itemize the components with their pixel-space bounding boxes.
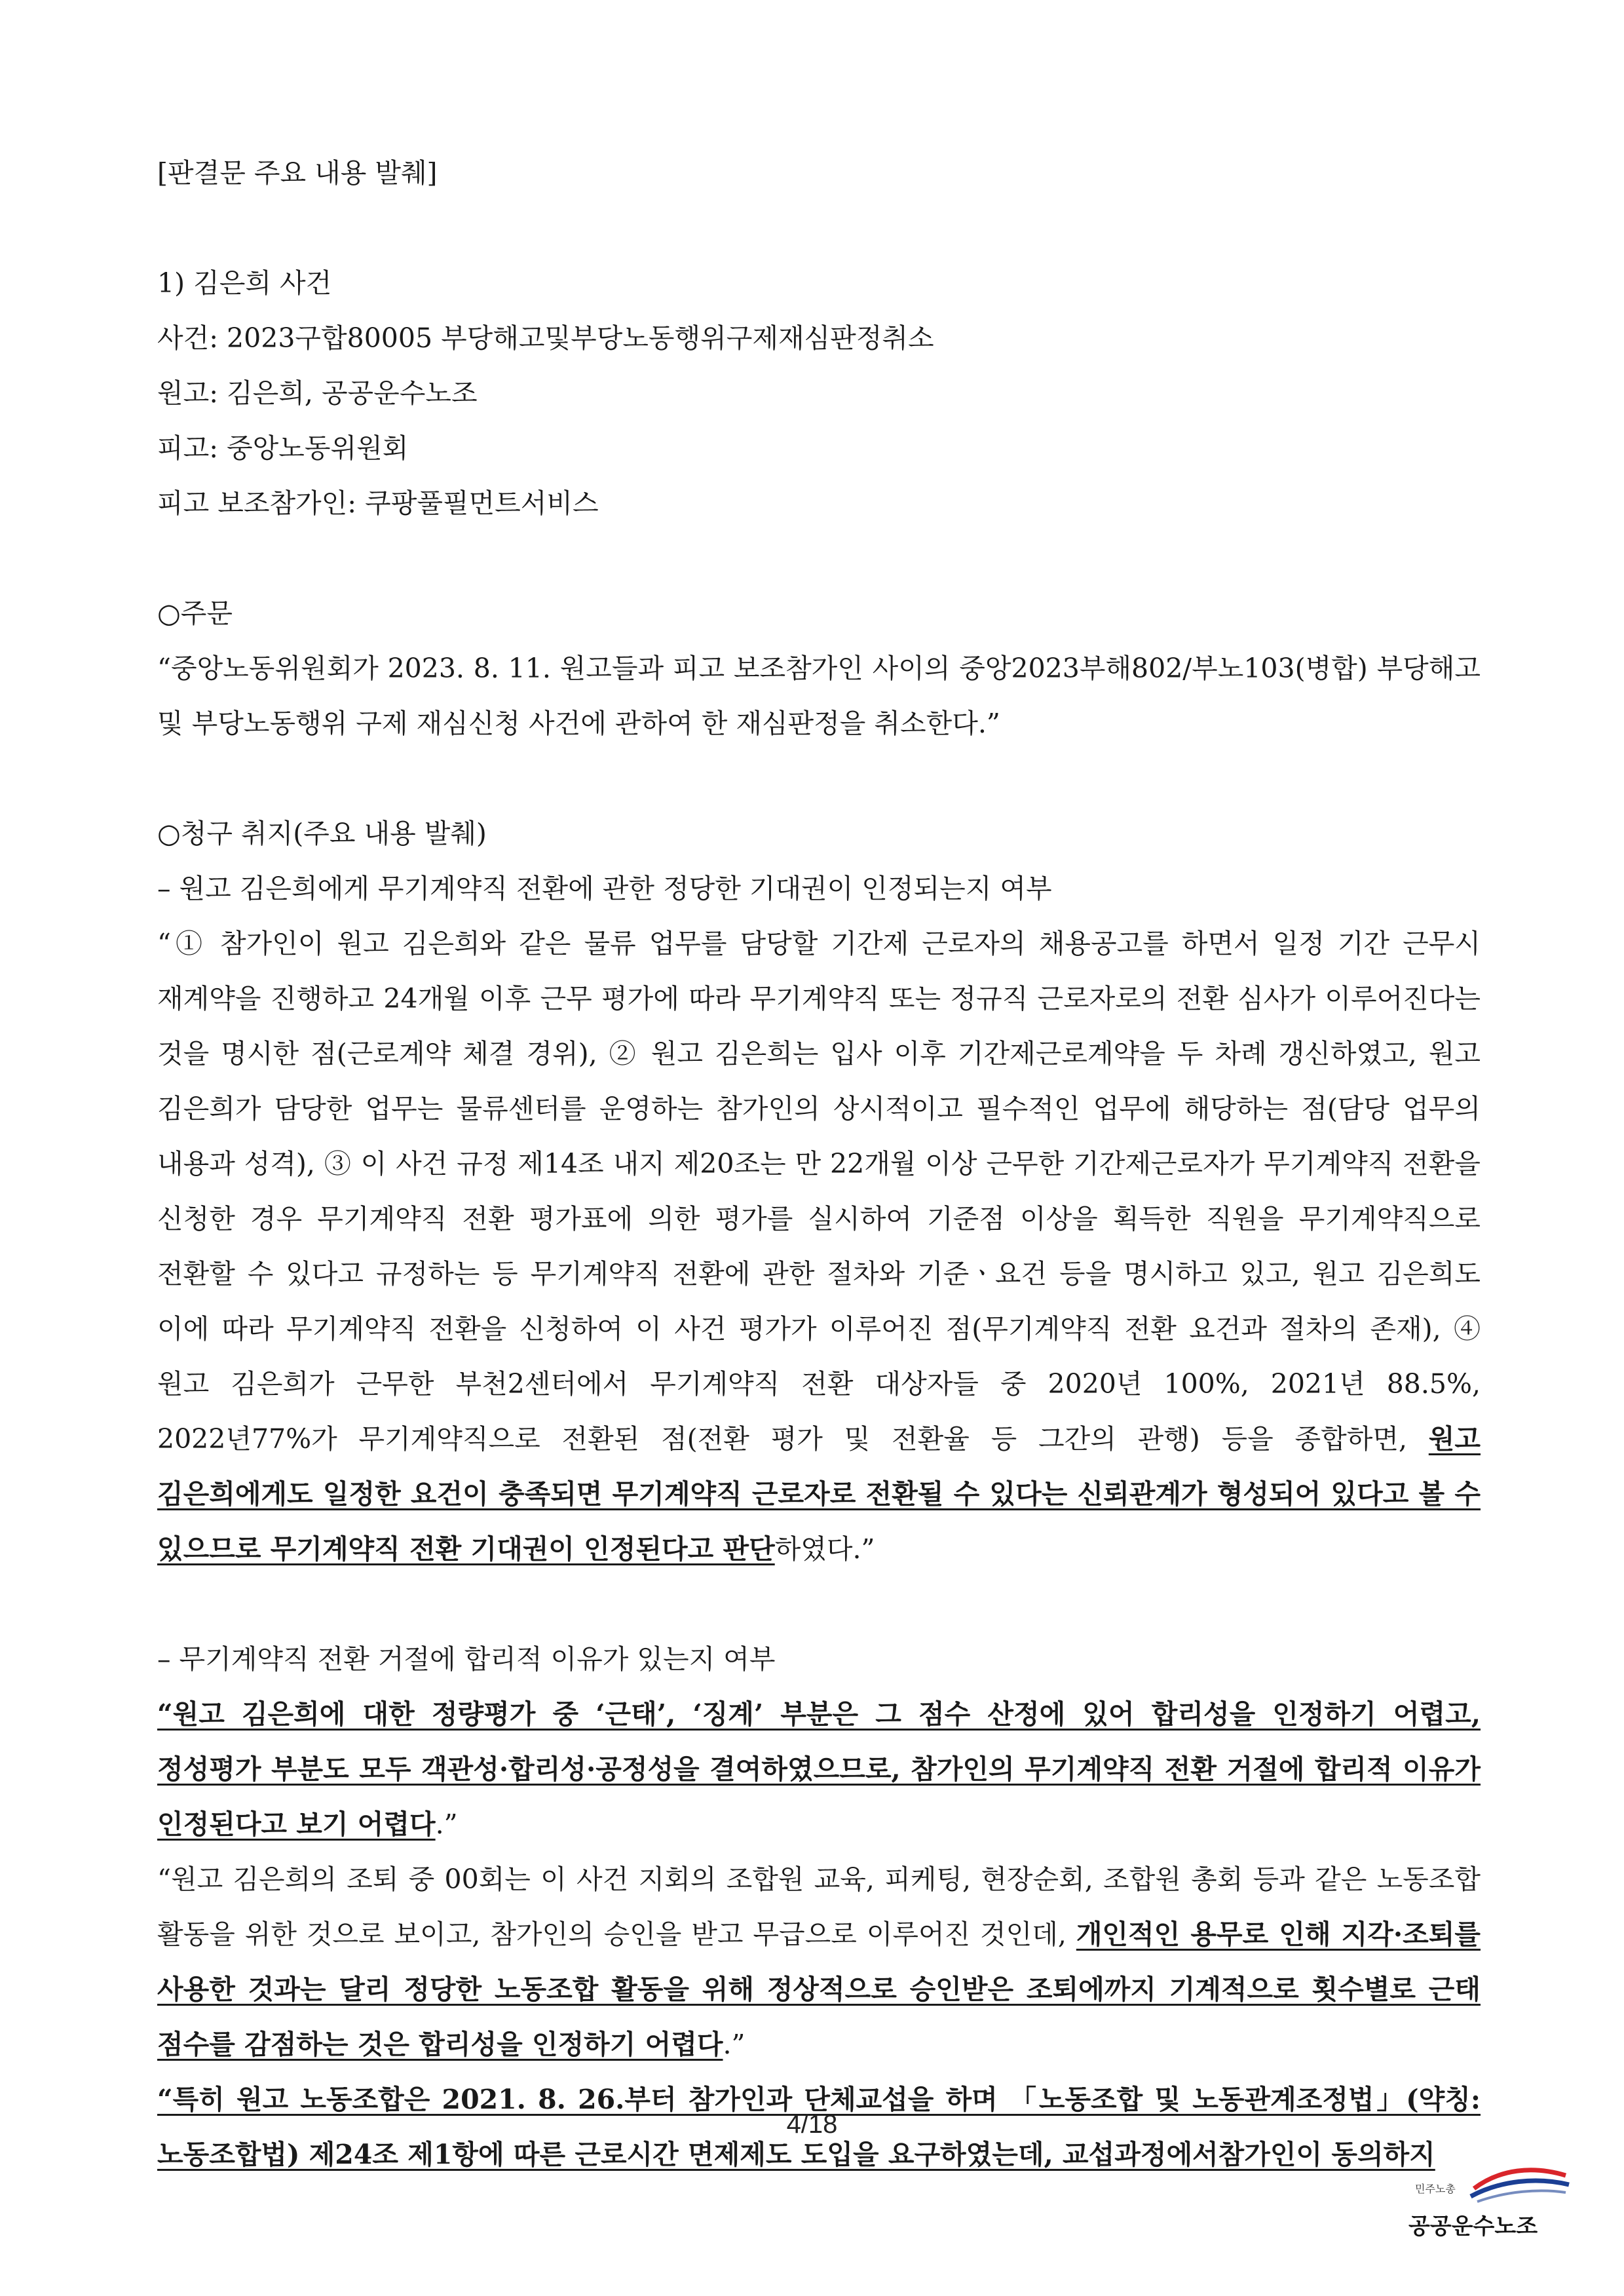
claim-item2-quote2 — [157, 1852, 1481, 2072]
order-heading: ○주문 — [157, 598, 233, 629]
logo-small-text: 민주노총 — [1415, 2183, 1456, 2195]
claim-item2-heading: – 무기계약직 전환 거절에 합리적 이유가 있는지 여부 — [157, 1643, 776, 1675]
section-heading: [판결문 주요 내용 발췌] — [157, 157, 438, 189]
claim-heading: ○청구 취지(주요 내용 발췌) — [157, 818, 487, 849]
quote2-emphasis: 개인적인 용무로 인해 지각·조퇴를 사용한 것과는 달리 정당한 노동조합 활동을 위해 정상적으로 승인받은 조퇴에까지 기계적으로 횟수별로 근태 점수를 감점하는 것은 합리성을 인정하기 어렵다 — [157, 1919, 1481, 2060]
page-number: 4/18 — [786, 2110, 838, 2139]
claim-item2-quote1 — [157, 1687, 1481, 1852]
claim-item1-emphasis: 원고 김은희에게도 일정한 요건이 충족되면 무기계약직 근로자로 전환될 수 있다는 신뢰관계가 형성되어 있다고 볼 수 있으므로 무기계약직 전환 기대권이 인정된다고 판단 — [157, 1423, 1481, 1565]
case-line-case-number: 사건: 2023구합80005 부당해고및부당노동행위구제재심판정취소 — [157, 322, 934, 354]
logo-name: 공공운수노조 — [1408, 2213, 1538, 2240]
claim-item1-paragraph — [157, 916, 1481, 1577]
claim-item1-heading: – 원고 김은희에게 무기계약직 전환에 관한 정당한 기대권이 인정되는지 여부 — [157, 873, 1052, 904]
quote2-tail: .” — [723, 2029, 746, 2060]
quote1-emphasis: “원고 김은희에 대한 정량평가 중 ‘근태’, ‘징계’ 부분은 그 점수 산정에 있어 합리성을 인정하기 어렵고, 정성평가 부분도 모두 객관성·합리성·공정성을 결여하였으므로, 참가인의 무기계약직 전환 거절에 합리적 이유가 인정된다고 보기 어렵다 — [157, 1698, 1481, 1840]
case-line-intervenor: 피고 보조참가인: 쿠팡풀필먼트서비스 — [157, 488, 599, 519]
case-line-defendant: 피고: 중앙노동위원회 — [157, 432, 409, 464]
order-text: “중앙노동위원회가 2023. 8. 11. 원고들과 피고 보조참가인 사이의 중앙2023부해802/부노103(병합) 부당해고 및 부당노동행위 구제 재심신청 사건에 관하여 한 재심판정을 취소한다.” — [157, 653, 1481, 739]
claim-item1-text: “① 참가인이 원고 김은희와 같은 물류 업무를 담당할 기간제 근로자의 채용공고를 하면서 일정 기간 근무시 재계약을 진행하고 24개월 이후 근무 평가에 따라 무기계약직 또는 정규직 근로자로의 전환 심사가 이루어진다는 것을 명시한 점(근로계약 체결 경위), ② 원고 김은희는 입사 이후 기간제근로계약을 두 차례 갱신하였고, 원고 김은희가 담당한 업무는 물류센터를 운영하는 참가인의 상시적이고 필수적인 업무에 해당하는 점(담당 업무의 내용과 성격), ③ 이 사건 규정 제14조 내지 제20조는 만 22개월 이상 근무한 기간제근로자가 무기계약직 전환을 신청한 경우 무기계약직 전환 평가표에 의한 평가를 실시하여 기준점 이상을 획득한 직원을 무기계약직으로 전환할 수 있다고 규정하는 등 무기계약직 전환에 관한 절차와 기준ㆍ요건 등을 명시하고 있고, 원고 김은희도 이에 따라 무기계약직 전환을 신청하여 이 사건 평가가 이루어진 점(무기계약직 전환 요건과 절차의 존재), ④ 원고 김은희가 근무한 부천2센터에서 무기계약직 전환 대상자들 중 2020년 100%, 2021년 88.5%, 2022년77%가 무기계약직으로 전환된 점(전환 평가 및 전환율 등 그간의 관행) 등을 종합하면, — [157, 928, 1481, 1455]
quote2-plain: “원고 김은희의 조퇴 중 00회는 이 사건 지회의 조합원 교육, 피케팅, 현장순회, 조합원 총회 등과 같은 노동조합 활동을 위한 것으로 보이고, 참가인의 승인을 받고 무급으로 이루어진 것인데, — [157, 1864, 1481, 1950]
quote3-emphasis: “특히 원고 노동조합은 2021. 8. 26.부터 참가인과 단체교섭을 하며 「노동조합 및 노동관계조정법」(약칭: 노동조합법) 제24조 제1항에 따른 근로시간 면제제도 도입을 요구하였는데, 교섭과정에서참가인이 동의하지 — [157, 2084, 1481, 2170]
claim-item1-tail: 하였다.” — [774, 1533, 875, 1565]
quote1-tail: .” — [435, 1808, 458, 1840]
case-line-plaintiff: 원고: 김은희, 공공운수노조 — [157, 377, 478, 409]
union-logo — [1395, 2162, 1579, 2248]
case-title: 1) 김은희 사건 — [157, 267, 332, 299]
document-body — [157, 145, 1481, 2182]
